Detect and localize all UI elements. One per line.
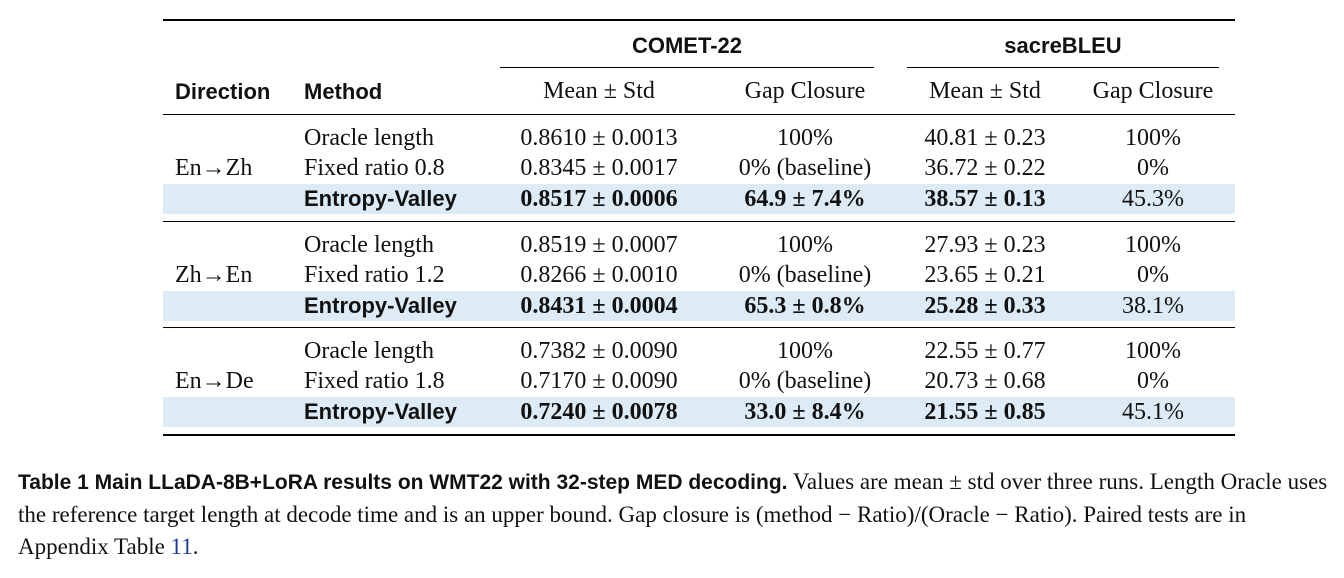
bottom-rule: [163, 434, 1235, 436]
bleu-mean-cell: 40.81 ± 0.23: [924, 125, 1046, 151]
method-cell: Oracle length: [304, 232, 434, 258]
col-header-bleu-gap: Gap Closure: [1092, 78, 1214, 104]
bleu-gap-cell: 100%: [1125, 232, 1181, 258]
comet-mean-cell: 0.8431 ± 0.0004: [520, 293, 678, 319]
bleu-mean-cell: 25.28 ± 0.33: [924, 293, 1046, 319]
bleu-gap-cell: 100%: [1125, 338, 1181, 364]
col-header-method: Method: [304, 79, 383, 104]
bleu-mean-cell: 36.72 ± 0.22: [924, 155, 1046, 181]
method-cell-highlighted: Entropy-Valley: [304, 293, 457, 318]
group-header-comet: COMET-22: [631, 33, 743, 58]
comet-mean-cell: 0.8345 ± 0.0017: [520, 155, 678, 181]
comet-mean-cell: 0.7240 ± 0.0078: [520, 399, 678, 425]
caption-title: Table 1 Main LLaDA-8B+LoRA results on WMT22 with 32-step MED decoding.: [18, 471, 788, 494]
table-caption: [18, 466, 1328, 563]
direction-label: En→De: [175, 368, 254, 394]
comet-gap-cell: 0% (baseline): [738, 155, 872, 181]
bleu-gap-cell: 0%: [1137, 262, 1169, 288]
comet-gap-cell: 64.9 ± 7.4%: [744, 186, 866, 212]
bleu-mean-cell: 22.55 ± 0.77: [924, 338, 1046, 364]
bleu-mean-cell: 23.65 ± 0.21: [924, 262, 1046, 288]
comet-gap-cell: 100%: [777, 232, 833, 258]
method-cell: Fixed ratio 1.2: [304, 262, 445, 288]
comet-gap-cell: 0% (baseline): [738, 368, 872, 394]
comet-gap-cell: 65.3 ± 0.8%: [744, 293, 866, 319]
bleu-gap-cell: 45.1%: [1122, 399, 1184, 425]
bleu-gap-cell: 100%: [1125, 125, 1181, 151]
comet-gap-cell: 33.0 ± 8.4%: [744, 399, 866, 425]
top-rule: [163, 19, 1235, 21]
method-cell: Fixed ratio 1.8: [304, 368, 445, 394]
bleu-mean-cell: 20.73 ± 0.68: [924, 368, 1046, 394]
method-cell-highlighted: Entropy-Valley: [304, 399, 457, 424]
comet-mean-cell: 0.8519 ± 0.0007: [520, 232, 678, 258]
comet-gap-cell: 100%: [777, 338, 833, 364]
group-rule-2: [163, 327, 1235, 328]
bleu-gap-cell: 45.3%: [1122, 186, 1184, 212]
direction-label: Zh→En: [175, 262, 253, 288]
col-header-direction: Direction: [175, 79, 271, 104]
group-rule-1: [163, 221, 1235, 222]
comet-mean-cell: 0.8266 ± 0.0010: [520, 262, 678, 288]
appendix-table-link[interactable]: 11: [170, 534, 193, 559]
col-header-comet-gap: Gap Closure: [744, 78, 866, 104]
bleu-cmidrule: [907, 67, 1219, 68]
col-header-comet-mean: Mean ± Std: [543, 78, 655, 104]
method-cell: Fixed ratio 0.8: [304, 155, 445, 181]
group-header-bleu: sacreBLEU: [1004, 33, 1122, 58]
bleu-mean-cell: 27.93 ± 0.23: [924, 232, 1046, 258]
comet-mean-cell: 0.8517 ± 0.0006: [520, 186, 678, 212]
col-header-bleu-mean: Mean ± Std: [929, 78, 1041, 104]
bleu-mean-cell: 21.55 ± 0.85: [924, 399, 1046, 425]
comet-mean-cell: 0.8610 ± 0.0013: [520, 125, 678, 151]
header-rule: [163, 114, 1235, 115]
caption-text: Values are mean ± std over three runs. Length Oracle uses the reference target length at decode time and is an upper bound. Gap closure is (method − Ratio)/(Oracle − Ratio). Paired tests are in Appendix Table: [18, 469, 1328, 559]
method-cell: Oracle length: [304, 125, 434, 151]
comet-gap-cell: 0% (baseline): [738, 262, 872, 288]
direction-label: En→Zh: [175, 155, 253, 181]
bleu-gap-cell: 0%: [1137, 155, 1169, 181]
bleu-gap-cell: 0%: [1137, 368, 1169, 394]
caption-text-end: .: [192, 534, 199, 559]
method-cell-highlighted: Entropy-Valley: [304, 186, 457, 211]
method-cell: Oracle length: [304, 338, 434, 364]
comet-mean-cell: 0.7382 ± 0.0090: [520, 338, 678, 364]
comet-mean-cell: 0.7170 ± 0.0090: [520, 368, 678, 394]
comet-cmidrule: [500, 67, 874, 68]
comet-gap-cell: 100%: [777, 125, 833, 151]
bleu-gap-cell: 38.1%: [1122, 293, 1184, 319]
bleu-mean-cell: 38.57 ± 0.13: [924, 186, 1046, 212]
